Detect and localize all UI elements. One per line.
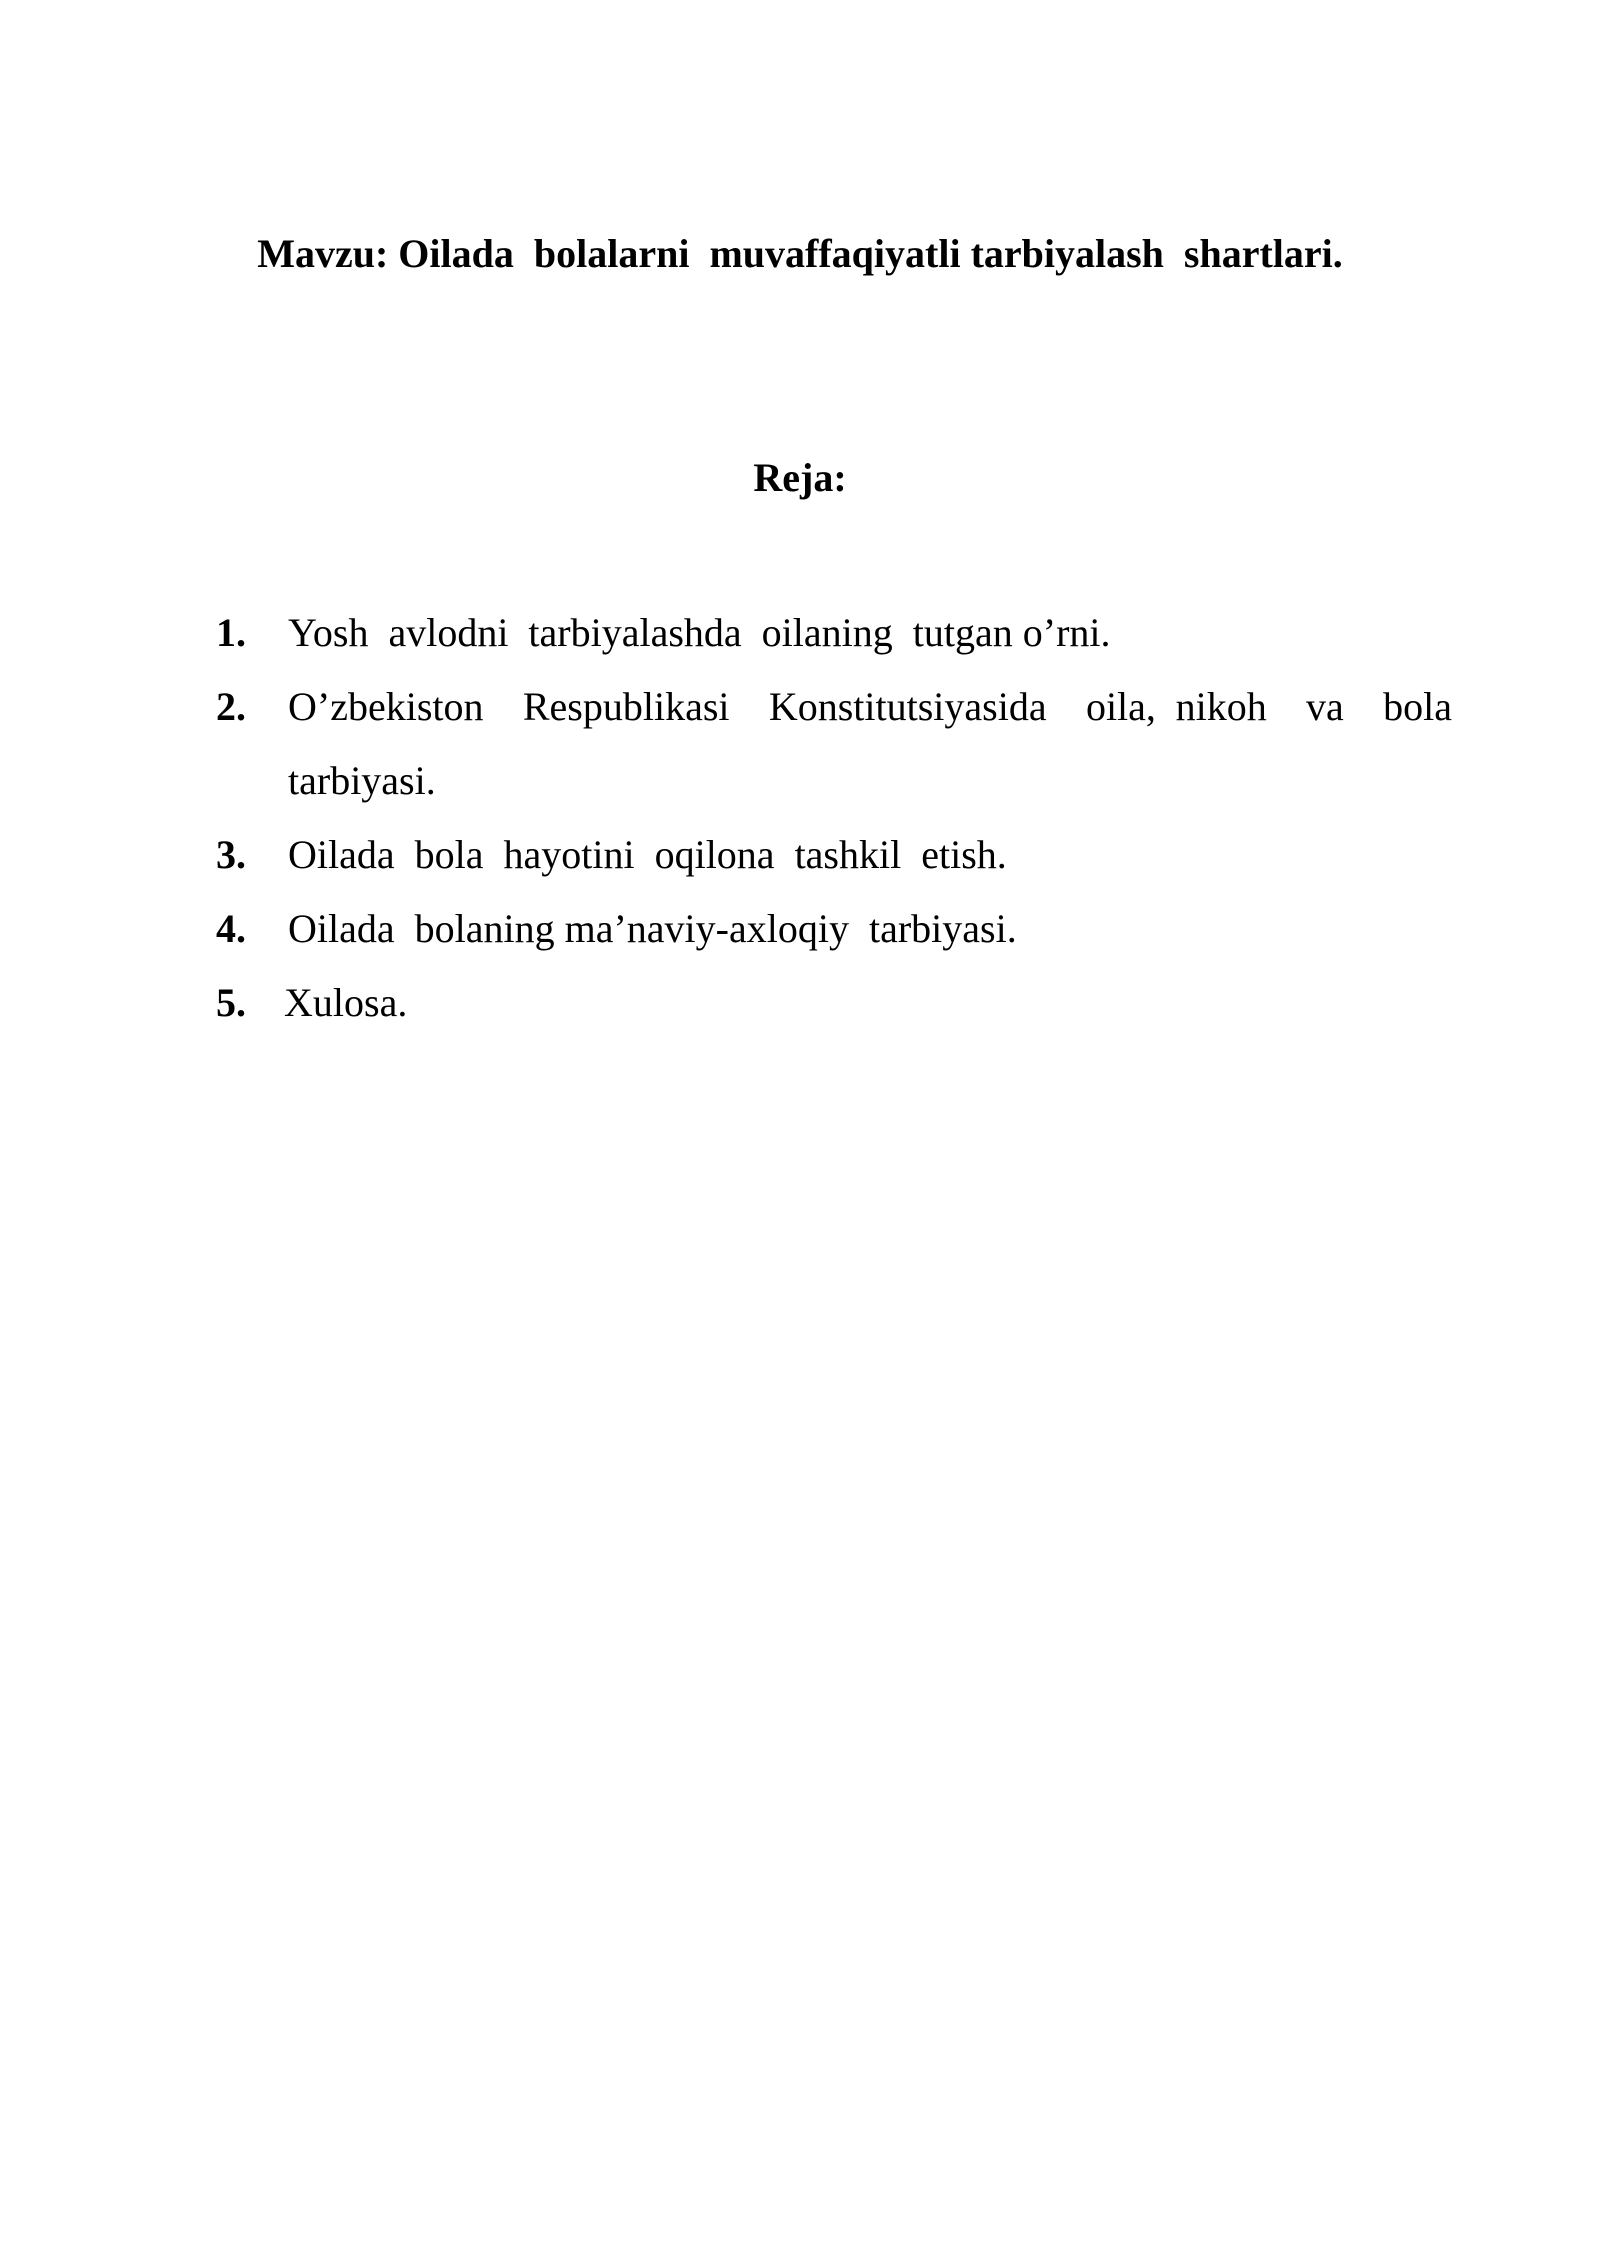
plan-item-2 xyxy=(216,670,1462,818)
plan-item-text: Oilada bolaning ma’naviy-axloqiy tarbiyasi. xyxy=(288,906,1017,951)
plan-item-5 xyxy=(216,966,1452,1040)
plan-item-4 xyxy=(216,892,1452,966)
plan-item-number: 1. xyxy=(216,610,246,655)
plan-item-number: 2. xyxy=(216,684,246,729)
plan-item-text: Xulosa. xyxy=(284,980,408,1025)
plan-item-number: 4. xyxy=(216,906,246,951)
plan-item-number: 3. xyxy=(216,832,246,877)
plan-item-text: Yosh avlodni tarbiyalashda oilaning tutgan o’rni. xyxy=(288,610,1111,655)
plan-item-number: 5. xyxy=(216,980,246,1025)
plan-item-text: O’zbekiston Respublikasi Konstitutsiyasida oila, nikoh va bola tarbiyasi. xyxy=(288,684,1462,803)
plan-item-3 xyxy=(216,818,1452,892)
plan-item-text: Oilada bola hayotini oqilona tashkil etish. xyxy=(288,832,1007,877)
document-title: Mavzu: Oilada bolalarni muvaffaqiyatli tarbiyalash shartlari. xyxy=(257,231,1343,276)
plan-heading: Reja: xyxy=(753,455,847,500)
plan-list xyxy=(216,596,1462,1040)
plan-item-1 xyxy=(216,596,1452,670)
